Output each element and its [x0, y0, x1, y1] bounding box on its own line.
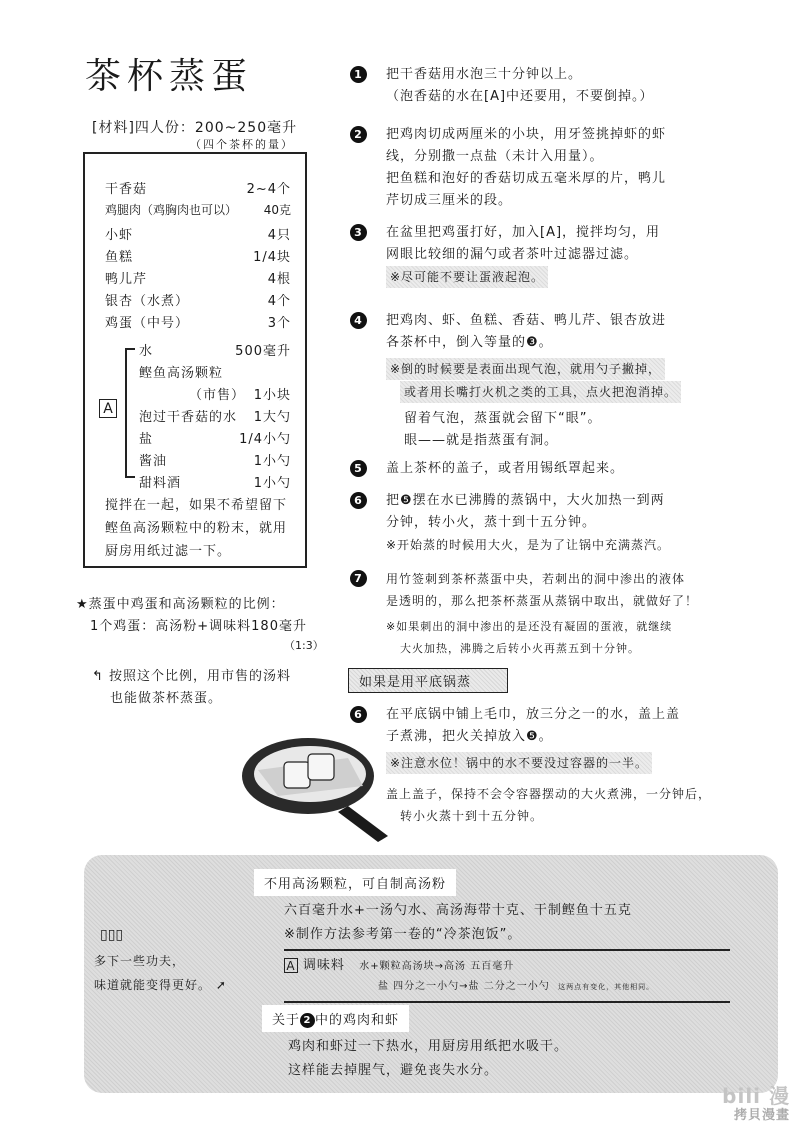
ingredient-row: 小虾 4只	[105, 228, 291, 243]
ingredient-row: 鱼糕 1/4块	[105, 250, 291, 265]
seasoning-row: A 调味料 水+颗粒高汤块→高汤 五百毫升	[284, 953, 514, 979]
tips-panel	[84, 855, 778, 1093]
ingredient-row: 干香菇 2~4个	[105, 182, 291, 197]
group-a-label: A	[99, 398, 117, 418]
filter-note: 搅拌在一起，如果不希望留下鲣鱼高汤颗粒中的粉末，就用厨房用纸过滤一下。	[105, 498, 288, 559]
divider	[284, 1001, 730, 1003]
tips-side-note: 多下一些功夫， 味道就能变得更好。 ➚	[94, 954, 227, 992]
step-7: 7 用竹签刺到茶杯蒸蛋中央，若刺出的洞中渗出的液体 是透明的，那么把茶杯蒸蛋从蒸锅中取出，就做好了！ ※如果刺出的洞中渗出的是还没有凝固的蛋液，就继续 大火加热，沸腾之后转小火再蒸五到十分钟。	[350, 568, 760, 660]
alt-step-6: 6 在平底锅中铺上毛巾，放三分之一的水，盖上盖 子煮沸，把火关掉放入❺。 ※注意水位！锅中的水不要没过容器的一半。 盖上盖子，保持不会令容器摆动的大火煮沸，一分钟后， 转小火蒸十到十五分钟。	[350, 704, 760, 827]
ratio-value: （1:3）	[284, 639, 324, 652]
step-3: 3 在盆里把鸡蛋打好，加入[A]，搅拌均匀，用 网眼比较细的漏勺或者茶叶过滤器过滤。 ※尽可能不要让蛋液起泡。	[350, 222, 760, 289]
step-6: 6 把❺摆在水已沸腾的蒸锅中，大火加热一到两 分钟，转小火，蒸十到十五分钟。 ※开始蒸的时候用大火，是为了让锅中充满蒸汽。	[350, 490, 760, 556]
step-5: 5 盖上茶杯的盖子，或者用锡纸罩起来。	[350, 458, 760, 480]
group-a-row: （市售） 1小块	[189, 388, 291, 403]
ratio-block: ★蒸蛋中鸡蛋和高汤颗粒的比例： 1个鸡蛋：高汤粉+调味料180毫升	[76, 597, 307, 634]
sparkle-icon: ▯▯▯	[100, 927, 124, 943]
group-a-row: 泡过干香菇的水 1大勺	[139, 410, 291, 425]
group-a-row: 鲣鱼高汤颗粒	[139, 366, 224, 381]
divider	[284, 949, 730, 951]
step-2: 2 把鸡肉切成两厘米的小块，用牙签挑掉虾的虾 线，分别撒一点盐（未计入用量）。 把鱼糕和泡好的香菇切成五毫米厚的片，鸭儿 芹切成三厘米的段。	[350, 124, 760, 212]
group-a-row: 酱油 1小勺	[139, 454, 291, 469]
step-1: 1 把干香菇用水泡三十分钟以上。 （泡香菇的水在[A]中还要用，不要倒掉。）	[350, 64, 760, 108]
alt-method-heading: 如果是用平底锅蒸	[348, 668, 508, 693]
ingredients-box	[83, 152, 307, 568]
step-4: 4 把鸡肉、虾、鱼糕、香菇、鸭儿芹、银杏放进 各茶杯中，倒入等量的❸。 ※倒的时候要是表面出现气泡，就用勺子撇掉， 或者用长嘴打火机之类的工具，点火把泡消掉。 留着气泡，蒸蛋就会留下“眼”。 眼——就是指蒸蛋有洞。	[350, 310, 760, 452]
ingredient-row: 鸭儿芹 4根	[105, 272, 291, 287]
broth-text: 六百毫升水+一汤勺水、高汤海带十克、干制鲣鱼十五克 ※制作方法参考第一卷的“冷茶泡饭”。	[284, 903, 632, 942]
group-a-row: 盐 1/4小勺	[139, 432, 291, 447]
materials-sub: （四个茶杯的量）	[190, 138, 294, 151]
group-a-row: 甜料酒 1小勺	[139, 476, 291, 491]
ingredient-row: 银杏（水煮） 4个	[105, 294, 291, 309]
seasoning-row-2: 盐 四分之一小勺→盐 二分之一小勺 这两点有变化，其他相同。	[378, 981, 655, 992]
watermark: bili 漫 拷貝漫畫	[722, 1084, 790, 1123]
about-heading: 关于 2 中的鸡肉和虾	[262, 1005, 409, 1032]
group-a-row: 水 500毫升	[139, 344, 291, 359]
group-a-bracket	[125, 348, 135, 478]
broth-heading: 不用高汤颗粒，可自制高汤粉	[254, 869, 456, 896]
ingredient-row: 鸡腿肉（鸡胸肉也可以） 40克	[105, 203, 291, 217]
ingredient-row: 鸡蛋（中号） 3个	[105, 316, 291, 331]
materials-label: [材料]四人份：200~250毫升	[92, 120, 298, 136]
arrow-icon: ↰	[92, 669, 110, 684]
frying-pan-illustration	[238, 728, 398, 846]
recipe-title: 茶杯蒸蛋	[85, 56, 254, 97]
about-text: 鸡肉和虾过一下热水，用厨房用纸把水吸干。 这样能去掉腥气，避免丧失水分。	[288, 1039, 569, 1078]
arrow-up-icon: ➚	[215, 978, 227, 992]
ratio-note: ↰ 按照这个比例，用市售的汤料 也能做茶杯蒸蛋。	[92, 669, 292, 706]
